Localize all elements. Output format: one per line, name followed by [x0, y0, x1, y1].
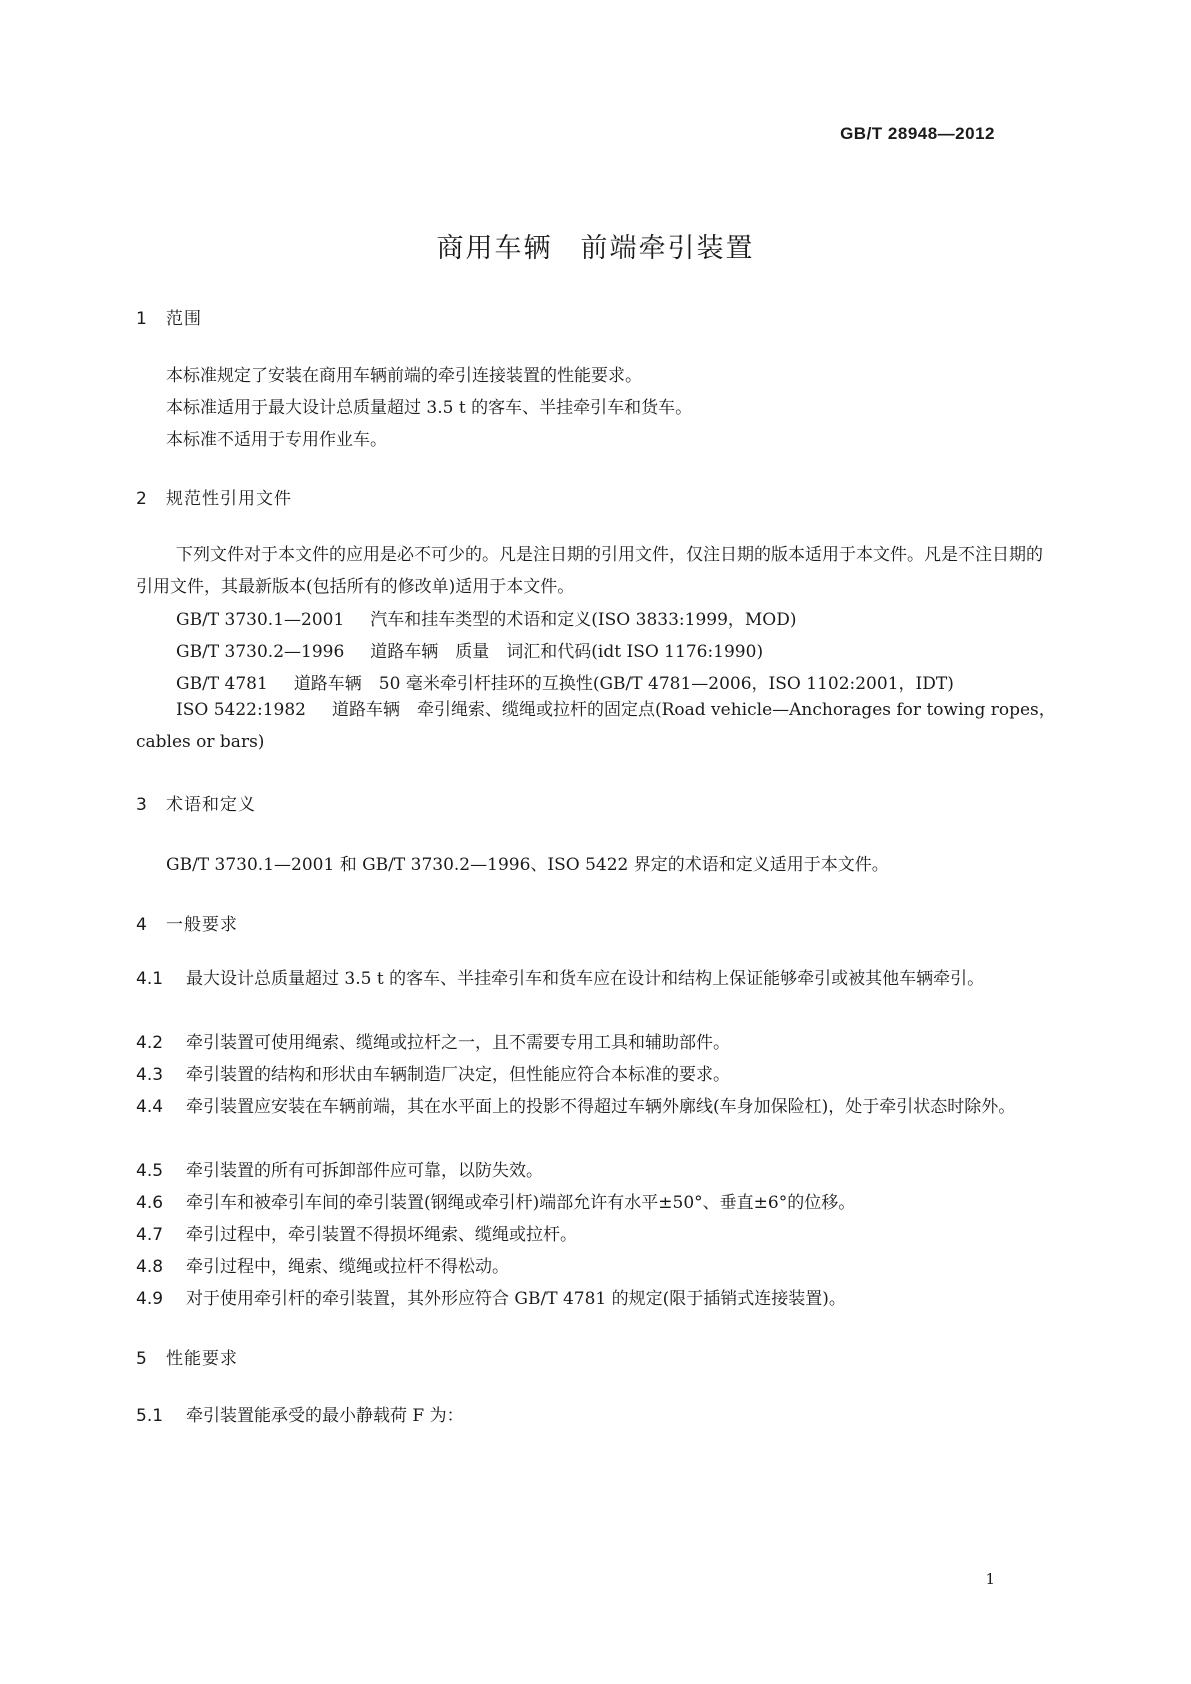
requirement-item: 4.8 牵引过程中，绳索、缆绳或拉杆不得松动。: [136, 1257, 509, 1277]
requirement-item: 4.9 对于使用牵引杆的牵引装置，其外形应符合 GB/T 4781 的规定(限于插销式连接装置)。: [136, 1289, 846, 1309]
normative-intro: 下列文件对于本文件的应用是必不可少的。凡是注日期的引用文件，仅注日期的版本适用于本文件。凡是不注日期的引用文件，其最新版本(包括所有的修改单)适用于本文件。: [136, 545, 1043, 597]
requirement-item: 4.1 最大设计总质量超过 3.5 t 的客车、半挂牵引车和货车应在设计和结构上保证能够牵引或被其他车辆牵引。: [136, 969, 985, 989]
scope-line-3: 本标准不适用于专用作业车。: [166, 430, 387, 450]
standard-code: GB/T 28948—2012: [840, 124, 995, 143]
scope-line-1: 本标准规定了安装在商用车辆前端的牵引连接装置的性能要求。: [166, 366, 642, 386]
section-5-heading: 5 性能要求: [136, 1349, 238, 1369]
section-1-heading: 1 范围: [136, 309, 202, 329]
ref-item: ISO 5422:1982 道路车辆 牵引绳索、缆绳或拉杆的固定点(Road vehicle—Anchorages for towing ropes，cables or bars): [136, 700, 1056, 752]
section-3-heading: 3 术语和定义: [136, 795, 256, 815]
requirement-item: 4.6 牵引车和被牵引车间的牵引装置(钢绳或牵引杆)端部允许有水平±50°、垂直±6°的位移。: [136, 1193, 856, 1213]
terms-text: GB/T 3730.1—2001 和 GB/T 3730.2—1996、ISO 5422 界定的术语和定义适用于本文件。: [166, 855, 889, 875]
section-4-heading: 4 一般要求: [136, 915, 238, 935]
title-part-2: 前端牵引装置: [580, 233, 755, 264]
scope-line-2: 本标准适用于最大设计总质量超过 3.5 t 的客车、半挂牵引车和货车。: [166, 398, 693, 418]
requirement-item: 4.4 牵引装置应安装在车辆前端，其在水平面上的投影不得超过车辆外廓线(车身加保险杠)，处于牵引状态时除外。: [136, 1097, 1016, 1117]
requirement-item: 4.7 牵引过程中，牵引装置不得损坏绳索、缆绳或拉杆。: [136, 1225, 577, 1245]
requirement-item: 4.2 牵引装置可使用绳索、缆绳或拉杆之一，且不需要专用工具和辅助部件。: [136, 1033, 730, 1053]
title-part-1: 商用车辆: [436, 233, 553, 264]
ref-item: GB/T 3730.2—1996 道路车辆 质量 词汇和代码(idt ISO 1176:1990): [176, 642, 764, 662]
requirement-item: 4.3 牵引装置的结构和形状由车辆制造厂决定，但性能应符合本标准的要求。: [136, 1065, 730, 1085]
document-title: [0, 226, 1191, 265]
requirement-item: 4.5 牵引装置的所有可拆卸部件应可靠，以防失效。: [136, 1161, 543, 1181]
ref-item: GB/T 3730.1—2001 汽车和挂车类型的术语和定义(ISO 3833:1999，MOD): [176, 610, 797, 630]
section-2-heading: 2 规范性引用文件: [136, 489, 292, 509]
ref-item: GB/T 4781 道路车辆 50 毫米牵引杆挂环的互换性(GB/T 4781—2006，ISO 1102:2001，IDT): [176, 674, 954, 694]
page-number: 1: [985, 1570, 995, 1588]
requirement-item: 5.1 牵引装置能承受的最小静载荷 F 为：: [136, 1406, 464, 1426]
